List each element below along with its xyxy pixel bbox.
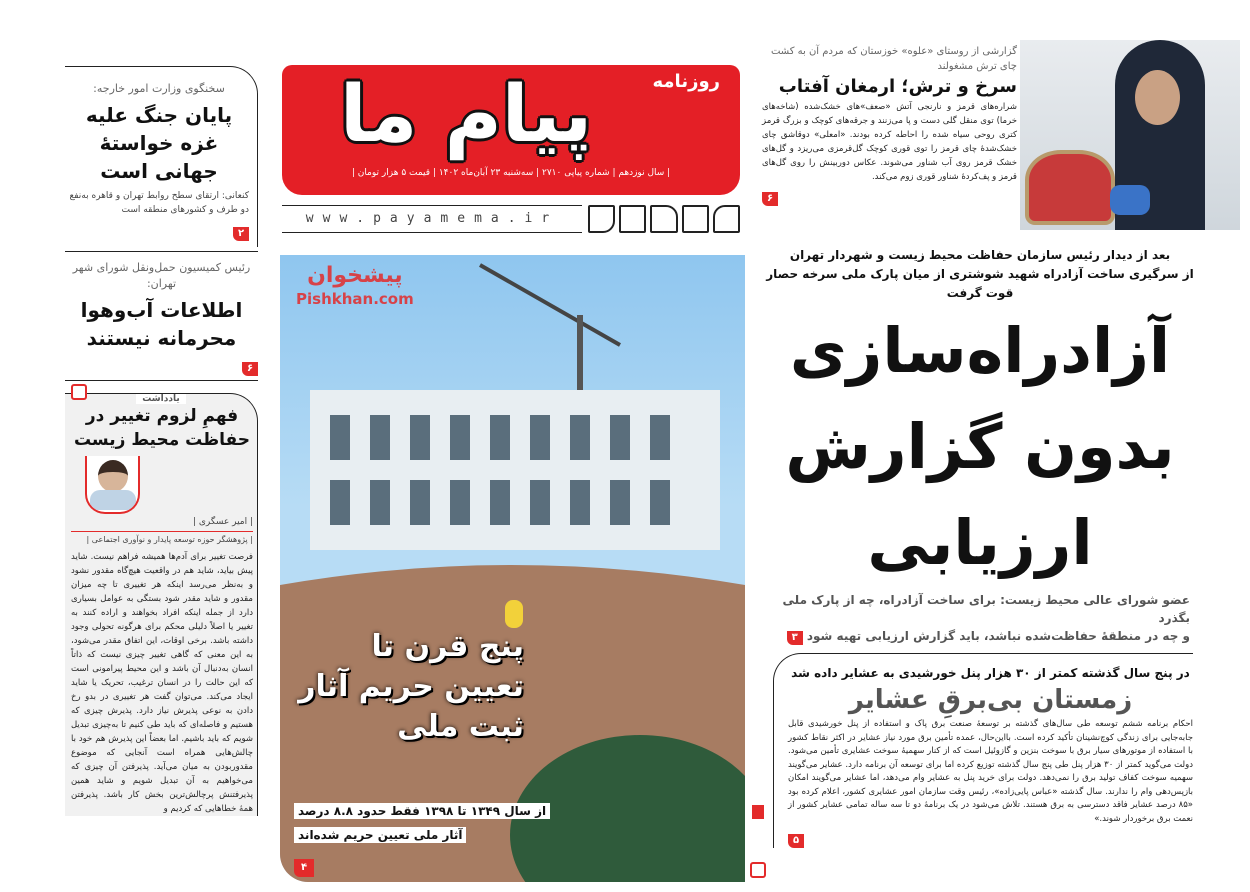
main-headline[interactable]: [760, 303, 1200, 591]
story-kicker: در پنج سال گذشته کمتر از ۳۰ هزار پنل خورشیدی به عشایر داده شد: [791, 666, 1190, 680]
teaser-photo: [1020, 40, 1240, 230]
page-badge: ۲: [233, 227, 249, 241]
author-name: | امیر عسگری |: [192, 517, 253, 527]
teaser-body: شراره‌های قرمز و نارنجی آتش «صعف»های خشک‌شده (شاخه‌های خرما) توی منقل گلی دست و پا می‌زنند و جرقه‌های کوچک و بزرگ قرمز کتری روحی سیاه شده را احاطه کرده بودند. «امعلی» دوقاشق چای خشک‌شدهٔ چای قرمز را توی قوری کوچک گل‌قرمزی می‌ریزد و گل‌های خشک قرمز روی آب شناور می‌شوند. عکاس دوربینش را روی گل‌های قرمز و پف‌کردهٔ شناور قوری زوم می‌کند.: [762, 102, 1017, 182]
photo-subhead: آثار ملی تعیین حریم شده‌اند: [294, 827, 466, 843]
story-gaza[interactable]: [65, 66, 258, 247]
nomads-story[interactable]: [773, 653, 1193, 848]
author-avatar: [85, 456, 140, 514]
story-kicker: سخنگوی وزارت امور خارجه:: [93, 82, 225, 95]
page-badge: ۴: [294, 859, 314, 877]
opinion-column: [65, 393, 258, 816]
teaser-headline: سرخ و ترش؛ ارمغان آفتاب: [778, 76, 1017, 97]
page-badge: ۶: [762, 192, 778, 206]
watermark-en: Pishkhan.com: [296, 290, 414, 308]
page-badge: ۳: [787, 631, 803, 645]
author-role: | پژوهشگر حوزه توسعه پایدار و نوآوری اجتماعی |: [86, 535, 253, 544]
column-icon: [71, 384, 87, 400]
page-badge: ۶: [242, 362, 258, 376]
main-headline-line: بدون گزارش: [785, 410, 1175, 483]
main-kicker-line: بعد از دیدار رئیس سازمان حفاظت محیط زیست و شهردار تهران: [789, 248, 1171, 262]
watermark-fa: پیشخوان: [307, 263, 403, 288]
teaser-story[interactable]: [762, 44, 1017, 206]
masthead-logo[interactable]: [282, 65, 740, 195]
divider: [71, 531, 253, 532]
section-label: یادداشت: [136, 394, 185, 404]
column-body: فرصت تغییر برای آدم‌ها همیشه فراهم نیست. شاید پیش بیاید، شاید هم در واقعیت هیچ‌گاه مقدور نشود و به‌نظر می‌رسد اینکه هر تغییری تا چه میزان مقدور و شاید مقدر شود بستگی به عوامل بسیاری دارد از جمله اینکه افراد بخواهند و اراده کنند به تغییر یا اصلاً دلیلی محکم برای هرگونه تحولی وجود داشته باشد. برخی اوقات، این اتفاق مقدر می‌شود، به این معنی که گاهی تغییر چیزی نیست که ذاتاً انسان به‌دنبال آن باشد و این محیط پیرامونی است که این حالت را در انسان ترغیب، تحریک یا شاید ایجاد می‌کند. می‌توان گفت هر تغییری در بدو رخ دادن به نوعی پذیرش نیاز دارد. پذیرش چیزی که هستیم و فاصله‌ای که باید طی کنیم تا به‌چیزی تبدیل شویم که باید باشیم. اما بعضاً این پذیرش هم خود با چالش‌هایی همراه است آنجایی که موضوع مقدوربودن به میان می‌آید. پذیرفتن آن چیزی که می‌خواهیم به آن تبدیل شویم و شاید همین پذیرفتنش پرچالش‌ترین بخش کار باشد. پذیرفتن همهٔ خطاهایی که کردیم و: [71, 552, 253, 814]
lead-photo[interactable]: [280, 255, 745, 882]
story-body: احکام برنامه ششم توسعه طی سال‌های گذشته بر توسعهٔ صنعت برق پاک و استفاده از پنل خورشیدی قابل جابه‌جایی برای زندگی کوچ‌نشینان تأکید کرده است. بااین‌حال، عمده تأمین برق مورد نیاز عشایر در اکثر نقاط کشور با استفاده از موتورهای سیار برق با سوخت بنزین و گازوئیل است که از کنار سهمیهٔ سوخت عشایری تأمین می‌شود. دولت می‌گوید کمتر از ۳۰ هزار پنل طی پنج سال گذشته توزیع کرده اما برای توسعه آن برنامه دارد. عشایر می‌گویند سهمیه سوخت کفاف تولید برق را نمی‌دهد. دولت برای خرید پنل به عشایر وام می‌دهد، اما عشایر می‌گویند امکان بازپس‌دهی وام را ندارند. سال گذشته «عباس پایی‌زاده»، رئیس وقت سازمان امور عشایری کشور، اعلام کرده بود «۸۵ درصد عشایر فاقد دسترسی به برق هستند. تلاش می‌شود در یک برنامهٔ دو تا سه ساله تمامی عشایر کشور از نعمت برق برخوردار شوند.»: [788, 719, 1193, 824]
masthead-name: پیام ما: [339, 70, 593, 160]
watermark-logo: [296, 262, 414, 308]
divider: [65, 251, 258, 252]
main-headline-line: ارزیابی: [867, 506, 1093, 579]
right-column: [760, 246, 1200, 848]
camera-icon: [750, 862, 766, 878]
main-kicker: [760, 246, 1200, 303]
story-headline: اطلاعات آب‌وهوا محرمانه نیستند: [80, 298, 243, 350]
teaser-kicker: گزارشی از روستای «علوه» خوزستان که مردم آن به کشت چای ترش مشغولند: [770, 46, 1017, 72]
photo-headline: پنج قرن تا تعیین حریم آثار ثبت ملی: [298, 629, 524, 744]
logo-outline: [588, 205, 740, 233]
column-headline: فهمِ لزوم تغییر در حفاظت محیط زیست: [73, 406, 251, 450]
main-subhead: [760, 591, 1200, 645]
left-column: [65, 66, 258, 816]
page-badge: ۵: [788, 834, 804, 848]
photo-subhead: از سال ۱۳۴۹ تا ۱۳۹۸ فقط حدود ۸.۸ درصد: [294, 803, 550, 819]
main-subhead-line: عضو شورای عالی محیط زیست: برای ساخت آزادراه، چه از پارک ملی بگذرد: [782, 593, 1190, 625]
divider: [65, 380, 258, 381]
story-weather[interactable]: [65, 260, 258, 376]
story-headline: زمستان بی‌برقِ عشایر: [848, 685, 1133, 715]
masthead-label: روزنامه: [652, 71, 720, 92]
main-subhead-line: و چه در منطقهٔ حفاظت‌شده نباشد، باید گزارش ارزیابی تهیه شود: [806, 629, 1190, 643]
website-url[interactable]: www.payamema.ir: [282, 205, 582, 233]
main-kicker-line: از سرگیری ساخت آزادراه شهید شوشتری از میان پارک ملی سرخه حصار قوت گرفت: [766, 267, 1194, 300]
story-kicker: رئیس کمیسیون حمل‌ونقل شورای شهر تهران:: [72, 261, 251, 290]
story-headline: پایان جنگ علیه غزه خواستهٔ جهانی است: [85, 103, 233, 183]
tower-photo: [280, 255, 745, 882]
main-headline-line: آزادراه‌سازی: [789, 314, 1171, 387]
story-subhead: کنعانی: ارتقای سطح روابط تهران و قاهره به‌نفع دو طرف و کشورهای منطقه است: [69, 191, 249, 215]
issue-info: | سال نوزدهم | شماره پیاپی ۲۷۱۰ | سه‌شنبه ۲۳ آبان‌ماه ۱۴۰۲ | قیمت ۵ هزار تومان |: [351, 168, 671, 178]
